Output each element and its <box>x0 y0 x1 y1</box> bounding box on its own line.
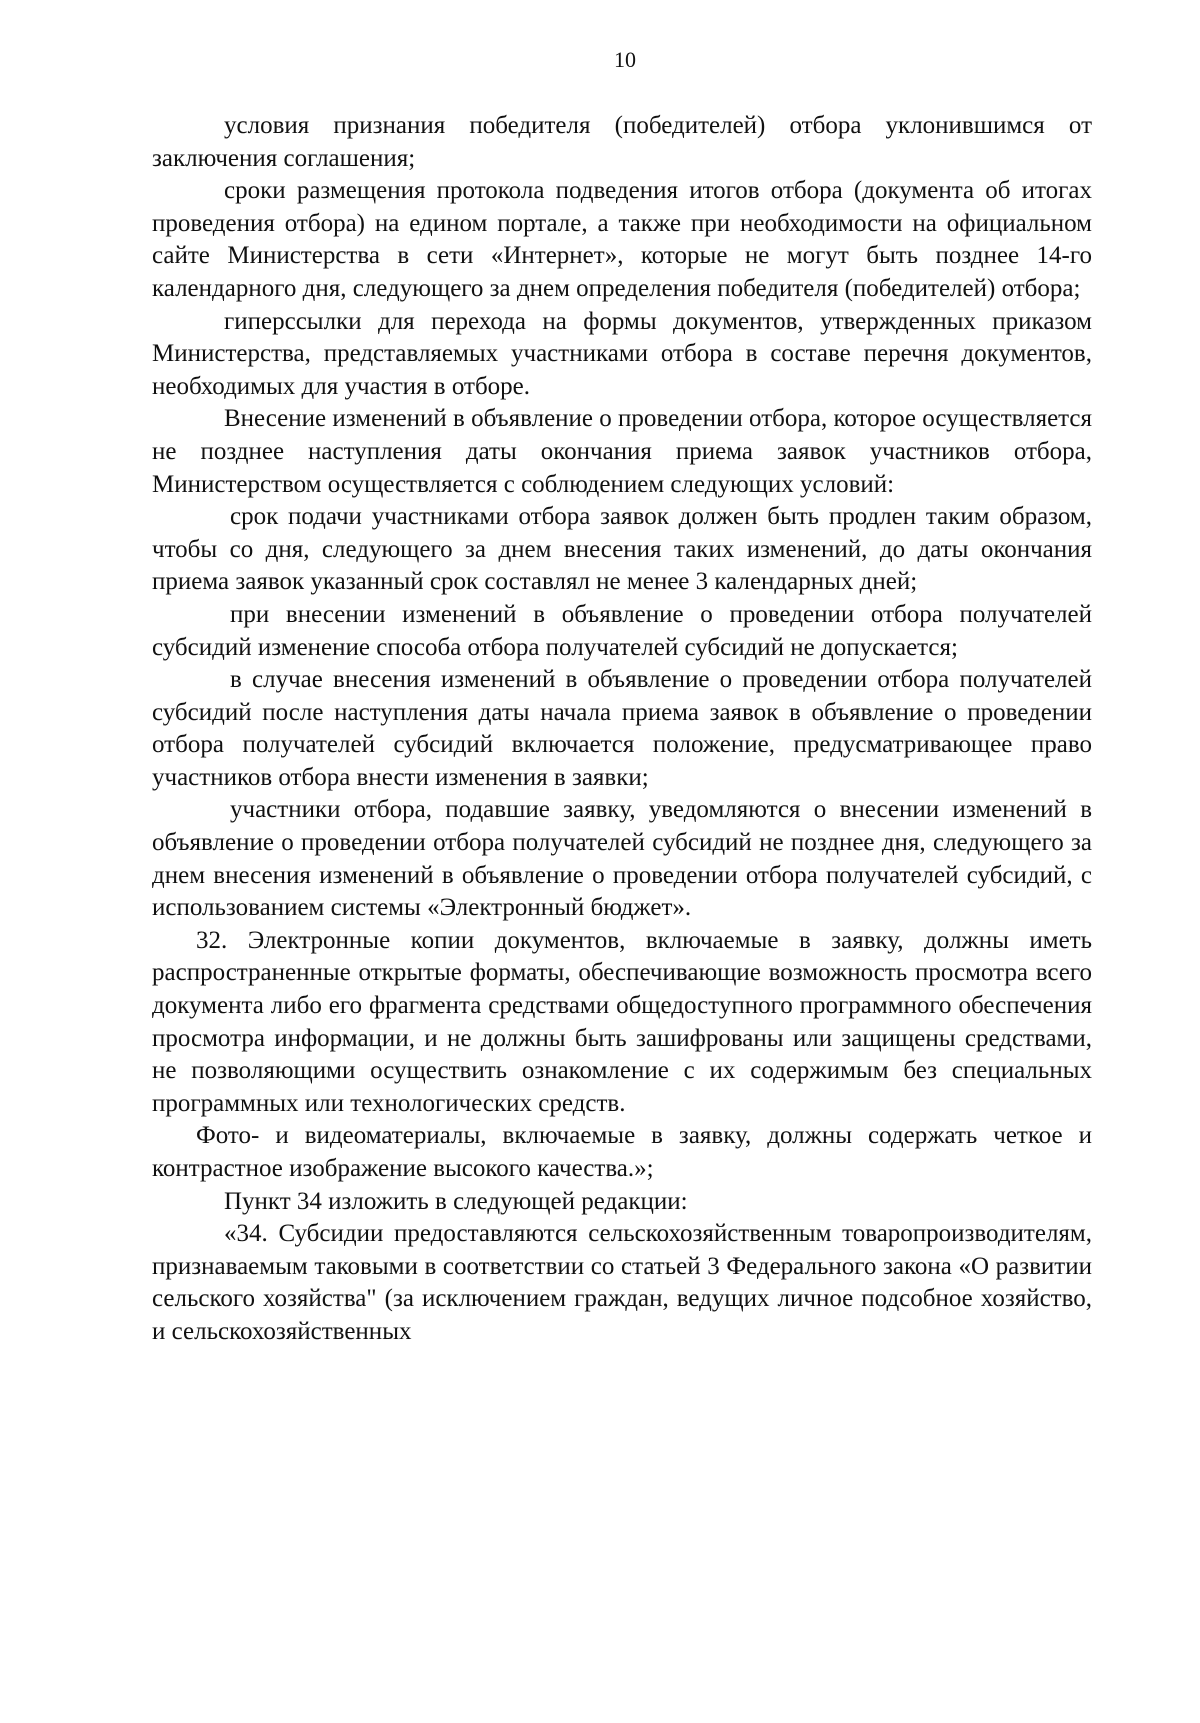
paragraph-8: участники отбора, подавшие заявку, уведомляются о внесении изменений в объявление о проведении отбора получателей субсидий не позднее дня, следующего за днем внесения изменений в объявление о проведении отбора получателей субсидий, с использованием системы «Электронный бюджет». <box>152 796 1092 922</box>
paragraph-10: Фото- и видеоматериалы, включаемые в заявку, должны содержать четкое и контрастное изображение высокого качества.»; <box>152 1122 1092 1182</box>
paragraph-5: срок подачи участниками отбора заявок должен быть продлен таким образом, чтобы со дня, следующего за днем внесения таких изменений, до даты окончания приема заявок указанный срок составлял не менее 3 календарных дней; <box>152 503 1092 596</box>
paragraph-2: сроки размещения протокола подведения итогов отбора (документа об итогах проведения отбора) на едином портале, а также при необходимости на официальном сайте Министерства в сети «Интернет», которые не могут быть позднее 14-го календарного дня, следующего за днем определения победителя (победителей) отбора; <box>152 177 1092 302</box>
paragraph-1: условия признания победителя (победителей) отбора уклонившимся от заключения соглашения; <box>152 112 1092 172</box>
document-body <box>152 110 1092 1349</box>
paragraph-3: гиперссылки для перехода на формы документов, утвержденных приказом Министерства, представляемых участниками отбора в составе перечня документов, необходимых для участия в отборе. <box>152 307 1092 400</box>
paragraph-7: в случае внесения изменений в объявление о проведении отбора получателей субсидий после наступления даты начала приема заявок в объявление о проведении отбора получателей субсидий включается положение, предусматривающее право участников отбора внести изменения в заявки; <box>152 666 1092 791</box>
paragraph-12: «34. Субсидии предоставляются сельскохозяйственным товаропроизводителям, признаваемым таковыми в соответствии со статьей 3 Федерального закона «О развитии сельского хозяйства" (за исключением граждан, ведущих личное подсобное хозяйство, и сельскохозяйственных <box>152 1220 1092 1345</box>
paragraph-4: Внесение изменений в объявление о проведении отбора, которое осуществляется не позднее наступления даты окончания приема заявок участников отбора, Министерством осуществляется с соблюдением следующих условий: <box>152 405 1092 498</box>
paragraph-11: Пункт 34 изложить в следующей редакции: <box>224 1187 688 1215</box>
paragraph-9: 32. Электронные копии документов, включаемые в заявку, должны иметь распространенные открытые форматы, обеспечивающие возможность просмотра всего документа либо его фрагмента средствами общедоступного программного обеспечения просмотра информации, и не должны быть зашифрованы или защищены средствами, не позволяющими осуществить ознакомление с их содержимым без специальных программных или технологических средств. <box>152 926 1092 1117</box>
page-number: 10 <box>614 47 636 72</box>
paragraph-6: при внесении изменений в объявление о проведении отбора получателей субсидий изменение способа отбора получателей субсидий не допускается; <box>152 600 1092 661</box>
